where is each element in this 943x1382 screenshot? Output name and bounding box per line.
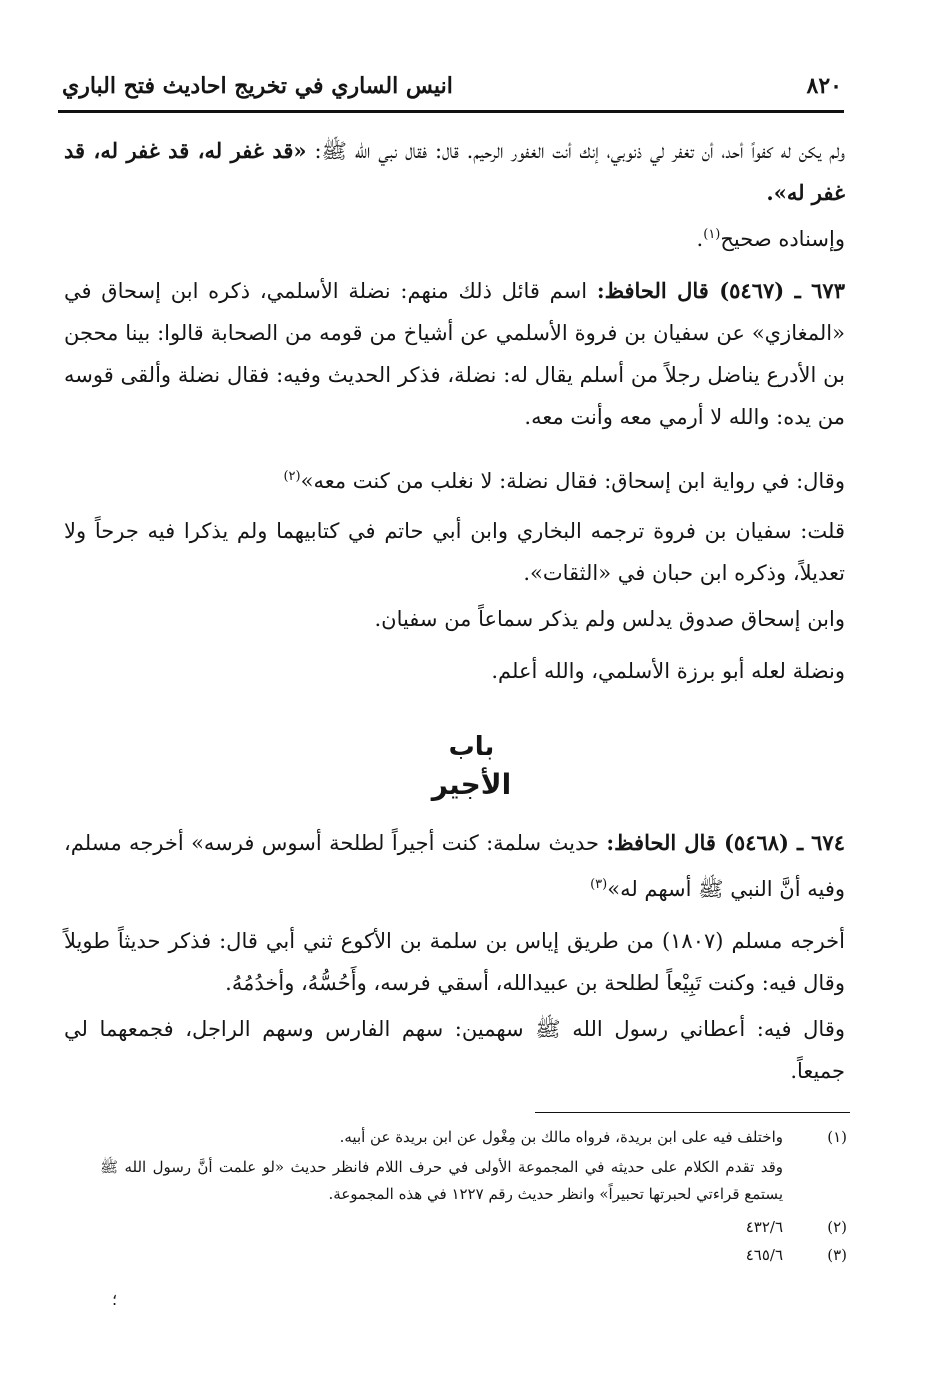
section-label: باب xyxy=(448,732,495,762)
paragraph-7 xyxy=(64,650,845,692)
footnote-1 xyxy=(100,1124,847,1151)
running-header xyxy=(62,64,842,108)
footnote-2-text: ٤٣٢/٦ xyxy=(745,1218,783,1236)
footnote-ref-2: (٢) xyxy=(283,469,301,484)
book-title: انيس الساري في تخريج احاديث فتح الباري xyxy=(62,73,453,99)
footnote-1-number: (١) xyxy=(827,1128,847,1146)
footnote-2 xyxy=(100,1214,847,1241)
hadith-673 xyxy=(64,270,845,438)
paragraph-1 xyxy=(64,130,845,214)
footnote-3-number: (٣) xyxy=(827,1246,847,1264)
paragraph-10-text: وقال فيه: أعطاني رسول الله ﷺ سهمين: سهم الفارس وسهم الراجل، فجمعهما لي جميعاً. xyxy=(64,1017,845,1083)
paragraph-9-text: أخرجه مسلم (١٨٠٧) من طريق إياس بن سلمة بن الأكوع ثني أبي قال: فذكر حديثاً طويلاً وقال فيه: وكنت تَبِيْعاً لطلحة بن عبيدالله، أسقي فرسه، وأَحُسُّهُ، وأخدُمُهُ. xyxy=(64,929,845,995)
bottom-mark: ؛ xyxy=(112,1290,118,1309)
hadith-673-number: ٦٧٣ ـ (٥٤٦٧) قال الحافظ: xyxy=(596,278,845,303)
footnote-ref-1: (١) xyxy=(703,227,721,242)
hadith-674-number: ٦٧٤ ـ (٥٤٦٨) قال الحافظ: xyxy=(606,830,845,855)
paragraph-1-text: ولم يكن له كفواً أحد، أن تغفر لي ذنوبي، إنك أنت الغفور الرحيم. قال: فقال نبي الله ﷺ: xyxy=(314,139,846,163)
footnote-3 xyxy=(100,1242,847,1269)
section-title: الأجير xyxy=(431,768,512,801)
paragraph-9 xyxy=(64,920,845,1004)
footnote-3-text: ٤٦٥/٦ xyxy=(745,1246,783,1264)
paragraph-10 xyxy=(64,1008,845,1092)
footnote-separator xyxy=(535,1112,850,1113)
paragraph-5 xyxy=(64,510,845,594)
page-number: ٨٢٠ xyxy=(806,73,842,99)
paragraph-7-text: ونضلة لعله أبو برزة الأسلمي، والله أعلم. xyxy=(491,659,845,683)
header-rule xyxy=(58,110,844,113)
footnote-1b-text: وقد تقدم الكلام على حديثه في المجموعة الأولى في حرف اللام فانظر حديث «لو علمت أنَّ رسول الله ﷺ يستمع قراءتي لحبرتها تحبيراً» وانظر حديث رقم ١٢٢٧ في هذه المجموعة. xyxy=(100,1158,783,1203)
paragraph-6-text: وابن إسحاق صدوق يدلس ولم يذكر سماعاً من سفيان. xyxy=(374,607,845,631)
footnote-ref-3: (٣) xyxy=(590,877,608,892)
footnote-1-text: واختلف فيه على ابن بريدة، فرواه مالك بن مِغْول عن ابن بريدة عن أبيه. xyxy=(339,1128,783,1146)
paragraph-5-text: قلت: سفيان بن فروة ترجمه البخاري وابن أبي حاتم في كتابيهما ولم يذكرا فيه جرحاً ولا تعديلاً، وذكره ابن حبان في «الثقات». xyxy=(64,519,845,585)
paragraph-4 xyxy=(64,456,845,502)
hadith-673-text: اسم قائل ذلك منهم: نضلة الأسلمي، ذكره ابن إسحاق في «المغازي» عن سفيان بن فروة الأسلمي عن أشياخ من قومه من الصحابة قالوا: بينا محجن بن الأدرع يناضل رجلاً من أسلم يقال له: نضلة، فذكر الحديث وفيه: فقال نضلة وألقى قوسه من يده: والله لا أرمي معه وأنت معه. xyxy=(64,279,845,429)
hadith-674 xyxy=(64,822,845,910)
hadith-674-text: حديث سلمة: كنت أجيراً لطلحة أسوس فرسه» أخرجه مسلم، وفيه أنَّ النبي ﷺ أسهم له» xyxy=(64,831,845,901)
paragraph-2: وإسناده صحيح$^{(١)}$. xyxy=(696,227,845,251)
paragraph-4-text: وقال: في رواية ابن إسحاق: فقال نضلة: لا نغلب من كنت معه» xyxy=(300,469,845,493)
paragraph-2-text: وإسناده صحيح xyxy=(720,227,845,251)
footnote-1-continued xyxy=(100,1154,847,1208)
paragraph-1-bold: «قد غفر له، قد غفر له، قد غفر له». xyxy=(64,138,845,205)
footnote-2-number: (٢) xyxy=(827,1218,847,1236)
paragraph-6 xyxy=(64,598,845,640)
